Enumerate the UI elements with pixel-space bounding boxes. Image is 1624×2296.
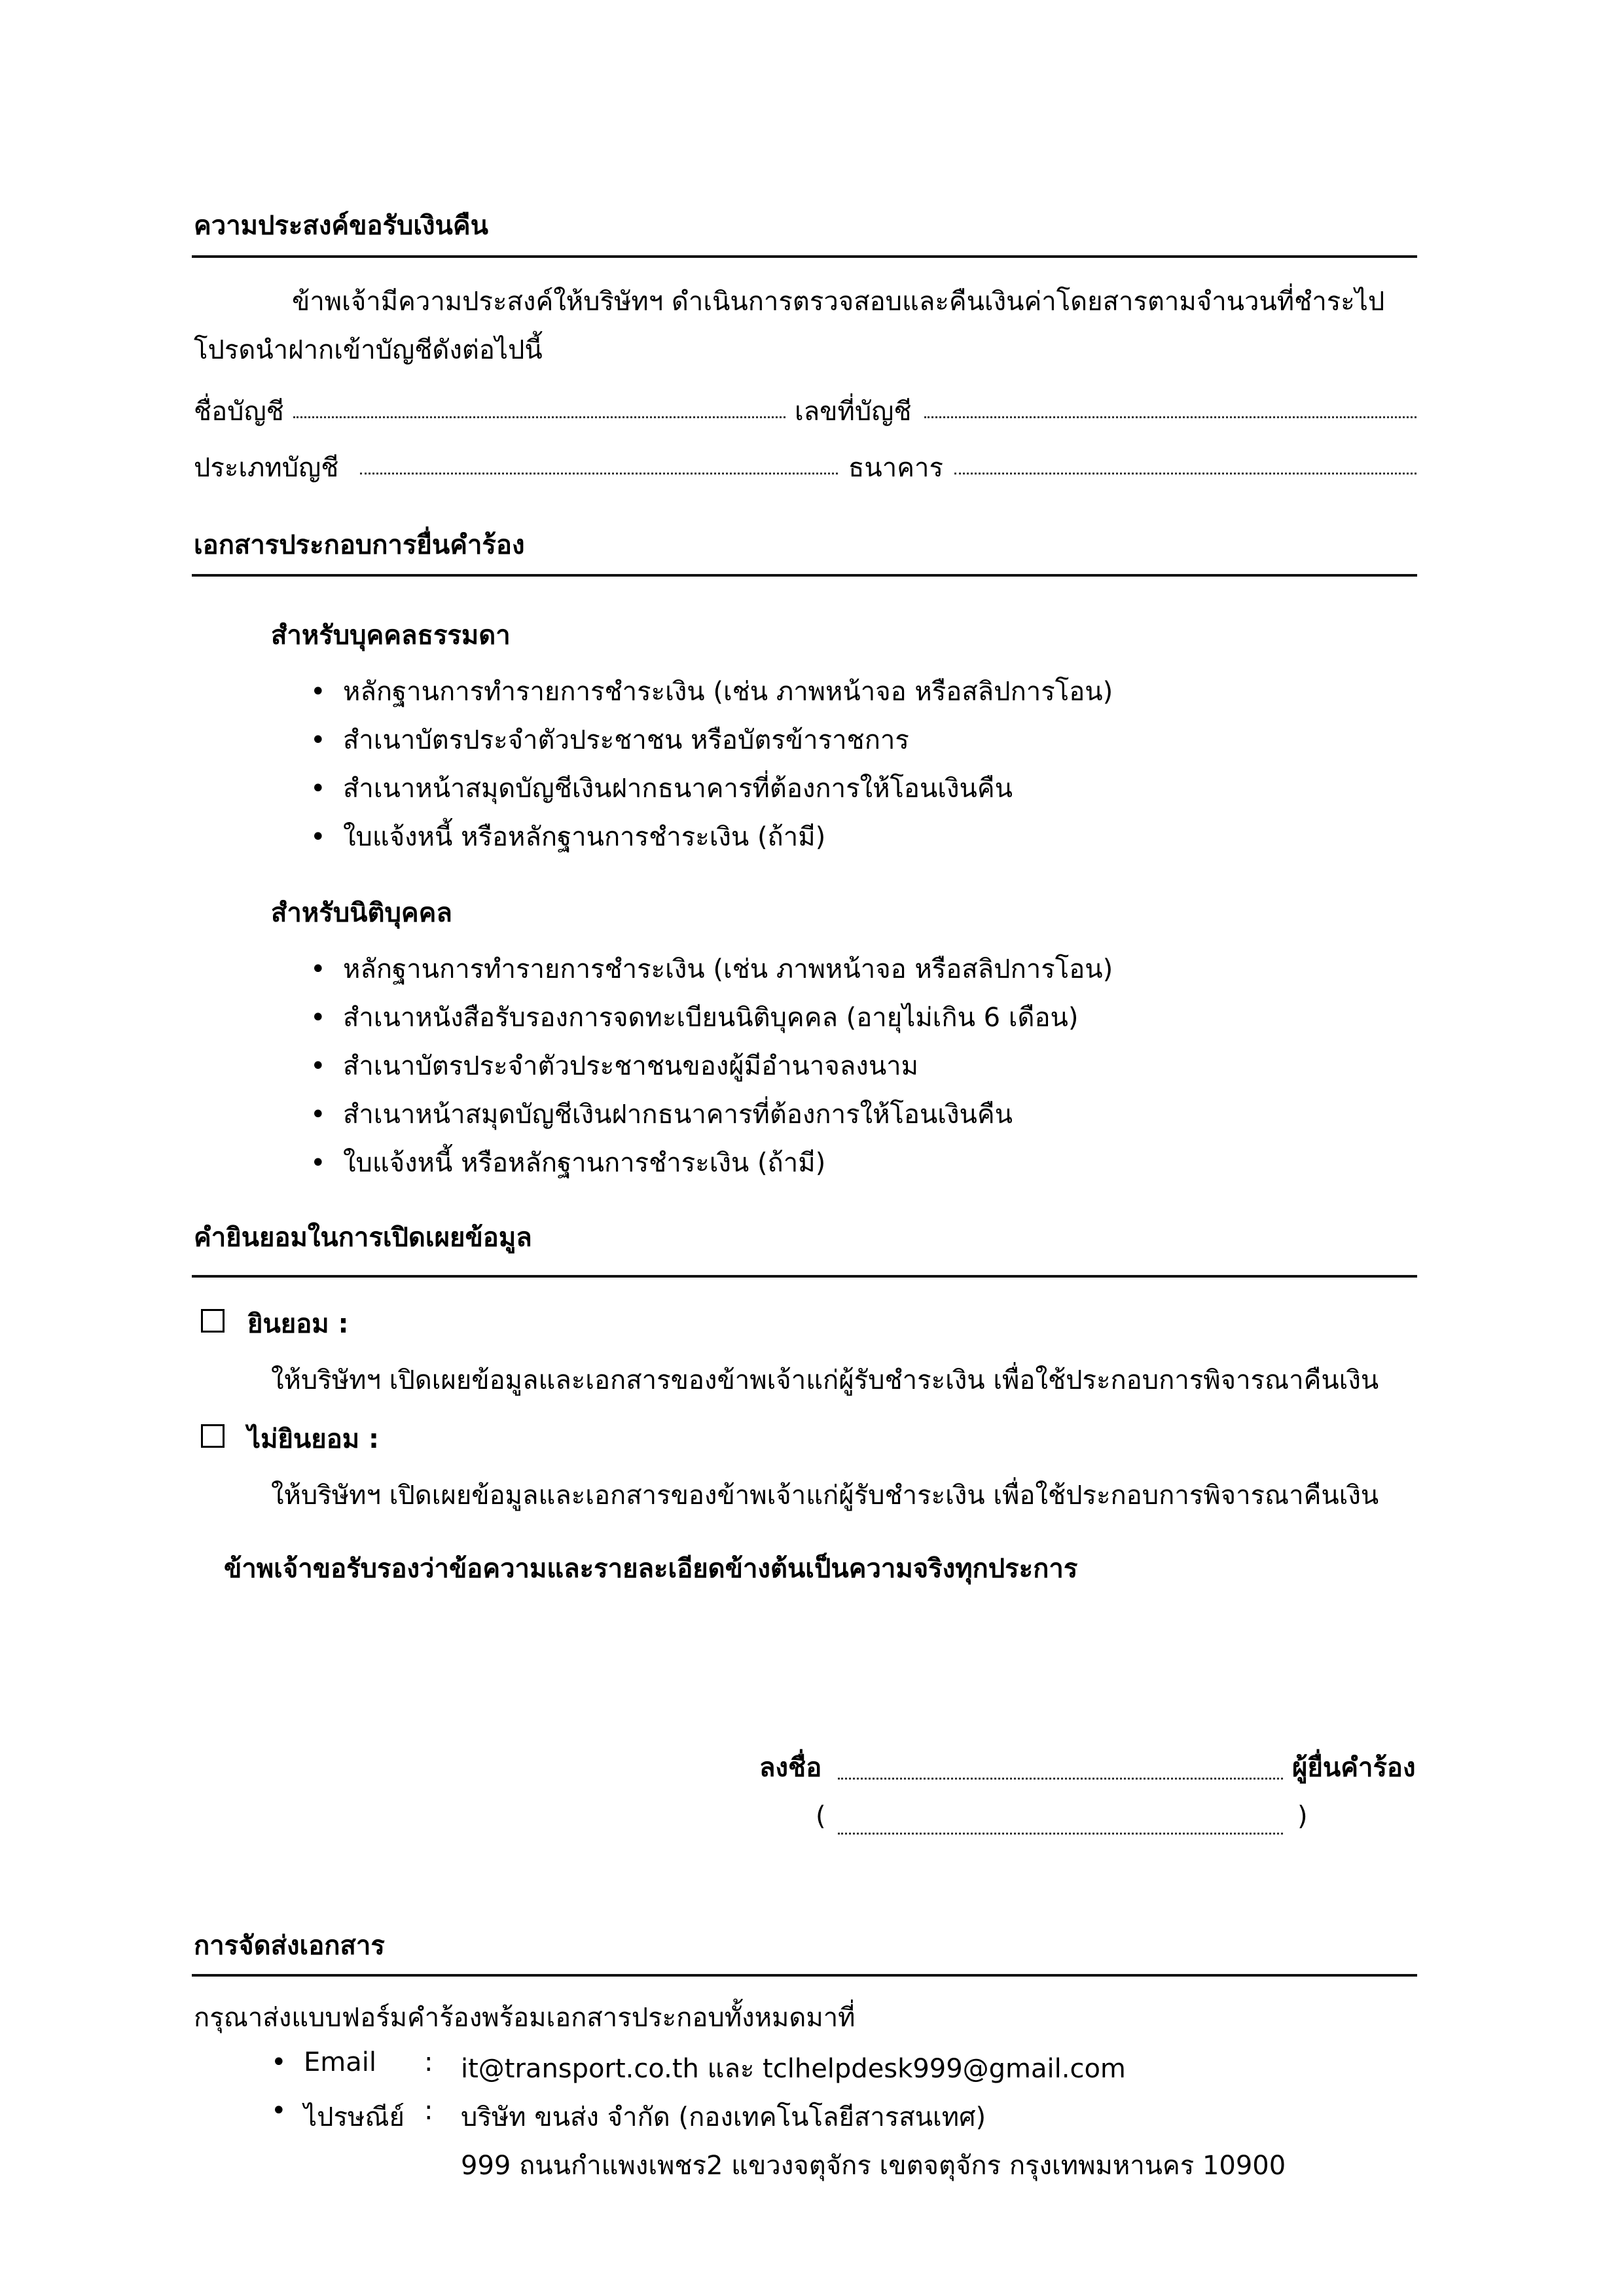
bullet: • xyxy=(310,822,326,852)
list-item: • หลักฐานการทำรายการชำระเงิน (เช่น ภาพหน้าจอ หรือสลิปการโอน) xyxy=(310,954,1113,984)
list-item: • สำเนาหนังสือรับรองการจดทะเบียนนิติบุคคล (อายุไม่เกิน 6 เดือน) xyxy=(310,1003,1079,1033)
account-name-field[interactable] xyxy=(293,416,785,418)
bullet: • xyxy=(310,725,326,755)
purpose-paragraph-line1: ข้าพเจ้ามีความประสงค์ให้บริษัทฯ ดำเนินการตรวจสอบและคืนเงินค่าโดยสารตามจำนวนที่ชำระไป xyxy=(292,287,1385,317)
email-colon: : xyxy=(424,2047,433,2077)
bullet: • xyxy=(310,1148,326,1178)
list-item: • สำเนาบัตรประจำตัวประชาชน หรือบัตรข้าราชการ xyxy=(310,725,909,755)
section-divider xyxy=(192,1275,1417,1278)
disagree-checkbox[interactable] xyxy=(201,1424,225,1448)
post-row xyxy=(271,2096,304,2126)
list-item: • สำเนาหน้าสมุดบัญชีเงินฝากธนาคารที่ต้องการให้โอนเงินคืน xyxy=(310,1100,1013,1130)
agree-checkbox[interactable] xyxy=(201,1309,225,1333)
disagree-text: ให้บริษัทฯ เปิดเผยข้อมูลและเอกสารของข้าพเจ้าแก่ผู้รับชำระเงิน เพื่อใช้ประกอบการพิจารณาคืนเงิน xyxy=(271,1480,1379,1511)
documents-heading: เอกสารประกอบการยื่นคำร้อง xyxy=(194,530,525,560)
bank-field[interactable] xyxy=(954,473,1416,475)
bullet: • xyxy=(310,677,326,707)
account-type-field[interactable] xyxy=(360,473,838,475)
email-label: Email xyxy=(304,2047,376,2077)
list-item: • ใบแจ้งหนี้ หรือหลักฐานการชำระเงิน (ถ้ามี) xyxy=(310,822,826,852)
list-item: • หลักฐานการทำรายการชำระเงิน (เช่น ภาพหน้าจอ หรือสลิปการโอน) xyxy=(310,677,1113,707)
section-divider xyxy=(192,255,1417,258)
certification-statement: ข้าพเจ้าขอรับรองว่าข้อความและรายละเอียดข้างต้นเป็นความจริงทุกประการ xyxy=(224,1554,1078,1584)
email-value[interactable]: it@transport.co.th และ tclhelpdesk999@gmail.com xyxy=(461,2054,1126,2084)
signature-field[interactable] xyxy=(838,1778,1283,1780)
list-item: • สำเนาบัตรประจำตัวประชาชนของผู้มีอำนาจลงนาม xyxy=(310,1051,919,1081)
applicant-role-label: ผู้ยื่นคำร้อง xyxy=(1292,1753,1416,1783)
list-item: • ใบแจ้งหนี้ หรือหลักฐานการชำระเงิน (ถ้ามี) xyxy=(310,1148,826,1178)
bullet: • xyxy=(271,2047,287,2077)
individual-title: สำหรับบุคคลธรรมดา xyxy=(271,620,511,651)
consent-heading: คำยินยอมในการเปิดเผยข้อมูล xyxy=(194,1223,532,1253)
disagree-label: ไม่ยินยอม : xyxy=(247,1424,380,1454)
sign-label: ลงชื่อ xyxy=(759,1753,822,1783)
post-colon: : xyxy=(424,2096,433,2126)
close-paren: ) xyxy=(1297,1801,1308,1831)
bullet: • xyxy=(310,954,326,984)
list-item: • สำเนาหน้าสมุดบัญชีเงินฝากธนาคารที่ต้องการให้โอนเงินคืน xyxy=(310,774,1013,804)
account-name-label: ชื่อบัญชี xyxy=(194,397,284,427)
agree-text: ให้บริษัทฯ เปิดเผยข้อมูลและเอกสารของข้าพเจ้าแก่ผู้รับชำระเงิน เพื่อใช้ประกอบการพิจารณาคืนเงิน xyxy=(271,1365,1379,1395)
section-divider xyxy=(192,1974,1417,1977)
section-divider xyxy=(192,574,1417,577)
account-number-label: เลขที่บัญชี xyxy=(795,397,912,427)
post-address-line2: 999 ถนนกำแพงเพชร2 แขวงจตุจักร เขตจตุจักร กรุงเทพมหานคร 10900 xyxy=(461,2151,1286,2181)
juristic-title: สำหรับนิติบุคคล xyxy=(271,898,452,928)
purpose-heading: ความประสงค์ขอรับเงินคืน xyxy=(194,211,488,241)
printed-name-field[interactable] xyxy=(838,1833,1283,1835)
bank-label: ธนาคาร xyxy=(848,453,943,483)
purpose-paragraph-line2: โปรดนำฝากเข้าบัญชีดังต่อไปนี้ xyxy=(194,335,543,365)
delivery-heading: การจัดส่งเอกสาร xyxy=(194,1931,385,1961)
email-row xyxy=(271,2047,304,2077)
account-number-field[interactable] xyxy=(924,416,1416,418)
post-address-line1: บริษัท ขนส่ง จำกัด (กองเทคโนโลยีสารสนเทศ) xyxy=(461,2102,986,2132)
bullet: • xyxy=(310,1003,326,1033)
bullet: • xyxy=(310,774,326,804)
agree-label: ยินยอม : xyxy=(247,1309,349,1339)
open-paren: ( xyxy=(816,1801,826,1831)
bullet: • xyxy=(271,2096,287,2126)
bullet: • xyxy=(310,1100,326,1130)
bullet: • xyxy=(310,1051,326,1081)
delivery-intro: กรุณาส่งแบบฟอร์มคำร้องพร้อมเอกสารประกอบทั้งหมดมาที่ xyxy=(194,2003,856,2033)
account-type-label: ประเภทบัญชี xyxy=(194,453,339,483)
post-label: ไปรษณีย์ xyxy=(304,2102,405,2132)
